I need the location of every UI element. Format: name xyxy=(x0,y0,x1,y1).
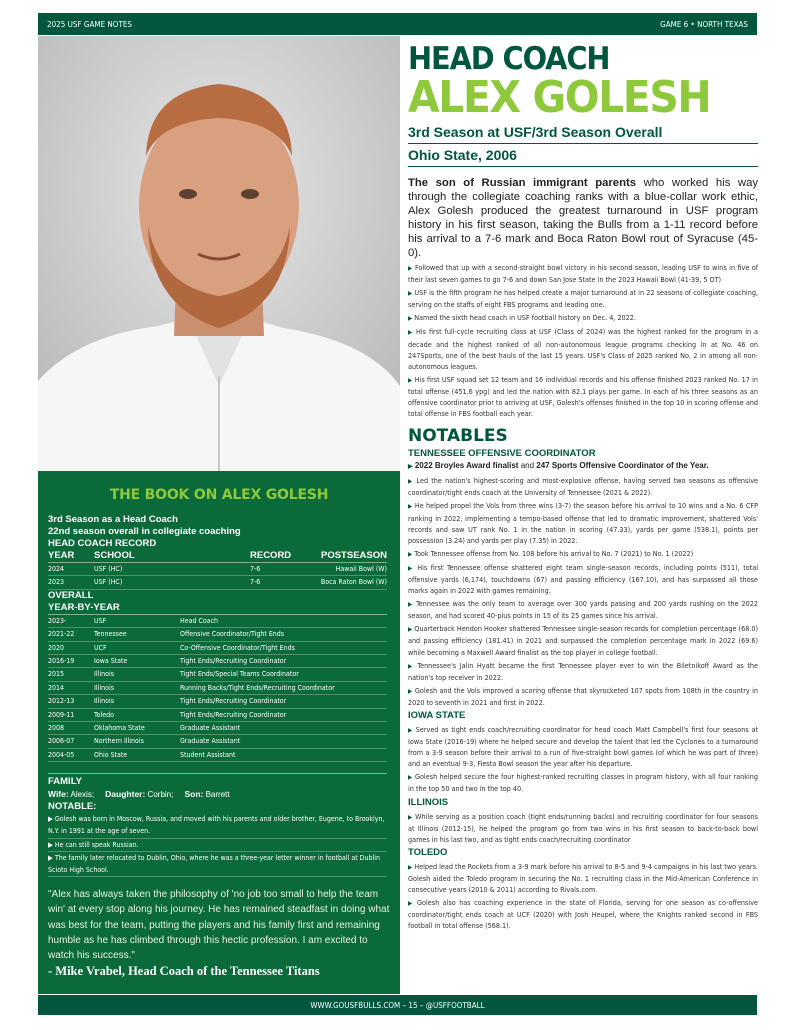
table-row: 2020 UCF Co-Offensive Coordinator/Tight Ends xyxy=(48,642,387,655)
list-item: ▶ His first Tennessee offense shattered eight team single-season records, including points (511), total offensive yards (6,174), touchdowns (67) and passing efficiency (167.10), and has surpassed all those marks again in 2022 with games remaining. xyxy=(408,562,758,596)
header-left: 2025 USF GAME NOTES xyxy=(47,19,132,29)
overall-heading: OVERALL xyxy=(48,589,94,601)
table-row: 2012-13 Illinois Tight Ends/Recruiting Coordinator xyxy=(48,695,387,708)
title-line1: HEAD COACH xyxy=(408,41,610,77)
list-item: ▶ Golesh and the Vols improved a scoring offense that skyrocketed 107 spots from 108th in the country in 2020 to seventh in 2021 and first in 2022. xyxy=(408,685,758,707)
family-line: Wife: Alexis; Daughter: Corbin; Son: Barrett xyxy=(48,789,230,800)
table-row: 2023- USF Head Coach xyxy=(48,615,387,628)
family-heading: FAMILY xyxy=(48,776,82,788)
book-sidebar xyxy=(38,471,400,994)
list-item: ▶ Named the sixth head coach in USF football history on Dec. 4, 2022. xyxy=(408,313,636,323)
award-line: ▶ 2022 Broyles Award finalist and 247 Sports Offensive Coordinator of the Year. xyxy=(408,461,709,471)
table-row: 2023 USF (HC) 7-6 Boca Raton Bowl (W) xyxy=(48,576,387,589)
subtitle-alma-mater: Ohio State, 2006 xyxy=(408,144,758,167)
list-item: ▶ Took Tennessee offense from No. 108 before his arrival to No. 7 (2021) to No. 1 (2022) xyxy=(408,548,694,558)
subtitle-seasons: 3rd Season at USF/3rd Season Overall xyxy=(408,121,758,144)
notables-heading: NOTABLES xyxy=(408,426,508,447)
table-row: 2021-22 Tennessee Offensive Coordinator/Tight Ends xyxy=(48,628,387,641)
list-item: ▶ Led the nation's highest-scoring and most-explosive offense, having served two seasons as offensive coordinator/tight ends coach at the University of Tennessee (2021 & 2022). xyxy=(408,476,758,498)
section-toledo: TOLEDO xyxy=(408,846,448,858)
list-item: ▶ While serving as a position coach (tight ends/running backs) and recruiting coordinator for four seasons at Illinois (2012-15), he helped the program go from two wins in his first season to back-to-back bowl games in his last two, and as tight ends coach/recruiting coordinator xyxy=(408,811,759,844)
footer-text: WWW.GOUSFBULLS.COM – 15 – @USFFOOTBALL xyxy=(310,1000,485,1010)
header-right: GAME 6 • NORTH TEXAS xyxy=(660,19,748,29)
quote-text: "Alex has always taken the philosophy of 'no job too small to help the team win' at every stop along his journey. He has remained steadfast in doing what was best for the team, putting the players and his family first and remaining humble as he has climbed through this hectic profession. I am excited to watch his success." xyxy=(48,889,390,962)
book-title: THE BOOK ON ALEX GOLESH xyxy=(109,487,329,503)
list-item: ▶ Served as tight ends coach/recruiting coordinator for head coach Matt Campbell's first four seasons at Iowa State (2016-19) where he helped secure and develop the talent that led the Cyclones to a turnaround from a 3-9 season before their arrival to a run of five-straight bowl games (of which he was part of three) and an eventual 9-3, Fiesta Bowl season the year after his departure. xyxy=(408,725,759,769)
list-item: ▶ He helped propel the Vols from three wins (3-7) the season before his arrival to 10 wins and a No. 6 CFP ranking in 2022, implementing a tempo-based offense that led to dramatic improvement, shattered Vols' records and saw UT rank No. 1 in the nation in scoring (47.33), yards per game (538.1), points per possession (3.24) and yards per play (7.35) in 2022. xyxy=(408,501,758,545)
table-row: 2009-11 Toledo Tight Ends/Recruiting Coordinator xyxy=(48,709,387,722)
list-item: ▶ Helped lead the Rockets from a 3-9 mark before his arrival to 8-5 and 9-4 campaigns in his last two years. Golesh aided the Toledo program in securing the No. 1 recruiting class in the Mid-American Conference in consecutive years (2010 & 2011) according to Rivals.com. xyxy=(408,861,758,895)
book-line2: 22nd season overall in collegiate coaching xyxy=(48,526,241,537)
list-item: ▶ Quarterback Hendon Hooker shattered Tennessee single-season records for completion percentage (68.0) and passing efficiency (181.41) in 2021 and surpassed the completion percentage mark in 2022 (69.6) while becoming a Maxwell Award finalist as the top player in college football. xyxy=(408,624,758,657)
table-row: 2006-07 Northern Illinois Graduate Assistant xyxy=(48,735,387,748)
quote-attribution: - Mike Vrabel, Head Coach of the Tennessee Titans xyxy=(48,964,320,979)
book-content xyxy=(48,514,387,877)
list-item: ▶ USF is the fifth program he has helped create a major turnaround at in 22 seasons of collegiate coaching, serving on the staffs of eight FBS programs and leading one. xyxy=(408,288,758,310)
yby-heading: YEAR-BY-YEAR xyxy=(48,602,387,615)
list-item: ▶ His first USF squad set 12 team and 16 individual records and his offense finished 2023 ranked No. 17 in total offense (451.6 ypg) and led the nation with 82.1 plays per game. In each of his three seasons as an offensive coordinator prior to arriving at USF, Golesh's offenses finished in the top 10 in scoring offense and total offense in FBS football each year. xyxy=(408,374,758,419)
table-row: 2004-05 Ohio State Student Assistant xyxy=(48,749,387,762)
notable-heading: NOTABLE: xyxy=(48,801,97,813)
table-row: 2014 Illinois Running Backs/Tight Ends/Recruiting Coordinator xyxy=(48,682,387,695)
footer-banner xyxy=(38,995,757,1015)
top-banner xyxy=(38,13,757,35)
table-row: 2016-19 Iowa State Tight Ends/Recruiting Coordinator xyxy=(48,655,387,668)
list-item: ▶ Tennessee was the only team to average over 300 yards passing and 200 yards rushing on the 2022 season, and had scored 40-plus points in 15 of its 25 games since his arrival. xyxy=(408,599,758,621)
quote-block xyxy=(48,887,390,980)
coach-photo xyxy=(38,36,400,471)
list-item: ▶ Tennessee's Jalin Hyatt became the first Tennessee player ever to win the Biletnikoff Award as the nation's top receiver in 2022. xyxy=(408,660,758,682)
list-item: ▶ Golesh helped secure the four highest-ranked recruiting classes in program history, with all four ranking in the top 50 and two in the top 40. xyxy=(408,772,758,794)
title-line2: ALEX GOLESH xyxy=(408,72,711,123)
list-item: ▶ His first full-cycle recruiting class at USF (Class of 2024) was the highest ranked for the program in a decade and the highest ranked of all non-autonomous league programs checking in at No. 46 on 247Sports, one of the best hauls of the last 15 years. USF's Class of 2025 ranked No. 2 in among all non-autonomous leagues. xyxy=(408,327,759,371)
list-item: ▶ Followed that up with a second-straight bowl victory in his second season, leading USF to wins in five of their last seven games to go 7-6 and down San Jose State in the 2023 Hawaii Bowl (41-39, 5 OT) xyxy=(408,263,758,285)
table-row: 2024 USF (HC) 7-6 Hawaii Bowl (W) xyxy=(48,563,387,576)
book-line1: 3rd Season as a Head Coach xyxy=(48,514,178,525)
career-list xyxy=(48,615,387,762)
section-iowa-state: IOWA STATE xyxy=(408,710,466,721)
bio-column xyxy=(408,41,759,931)
record-heading: HEAD COACH RECORD xyxy=(48,538,157,549)
list-item: ▶ He can still speak Russian. xyxy=(48,839,387,852)
record-header-row: YEAR SCHOOL RECORD POSTSEASON xyxy=(48,550,387,561)
table-row: 2015 Illinois Tight Ends/Special Teams Coordinator xyxy=(48,668,387,681)
section-tennessee: TENNESSEE OFFENSIVE COORDINATOR xyxy=(408,448,596,460)
list-item: ▶ Golesh was born in Moscow, Russia, and moved with his parents and older brother, Eugene, to Brooklyn, N.Y. in 1991 at the age of seven. xyxy=(48,813,387,838)
list-item: ▶ The family later relocated to Dublin, Ohio, where he was a three-year letter winner in football at Dublin Scioto High School. xyxy=(48,852,387,877)
intro-paragraph: The son of Russian immigrant parents who worked his way through the collegiate coaching ranks with a blue-collar work ethic, Alex Golesh produced the greatest turnaround in USF program history in his first season, taking the Bulls from a 1-11 record before his arrival to a 7-6 mark and Boca Raton Bowl rout of Syracuse (45-0). xyxy=(408,177,758,259)
list-item: ▶ Golesh also has coaching experience in the state of Florida, serving for one season as co-offensive coordinator/tight ends coach at UCF (2020) with Josh Heupel, where the Knights ranked second in FBS football in total offense (568.1). xyxy=(408,898,758,931)
table-row: 2008 Oklahoma State Graduate Assistant xyxy=(48,722,387,735)
section-illinois: ILLINOIS xyxy=(408,796,449,808)
